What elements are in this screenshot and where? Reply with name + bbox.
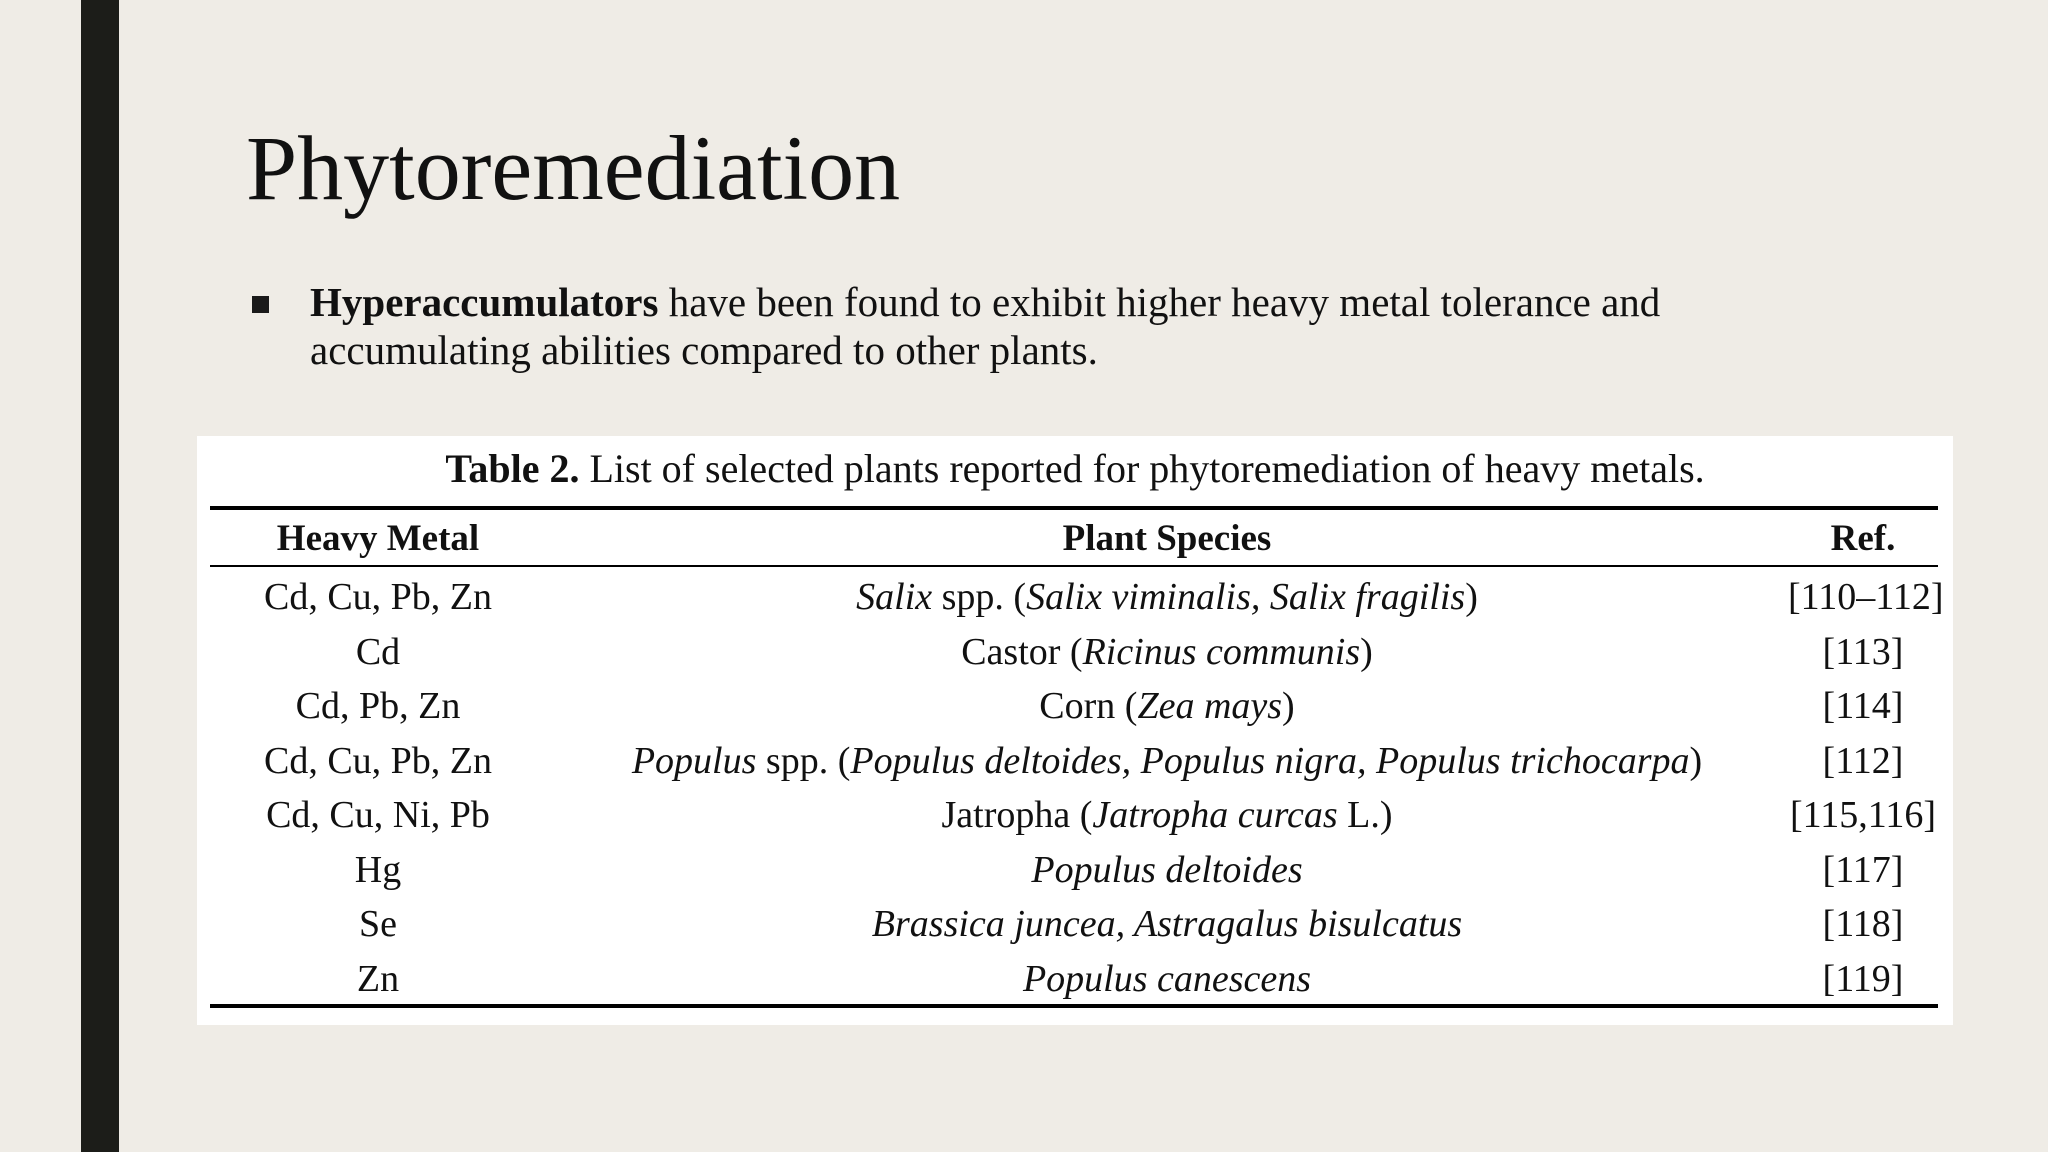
plant-name-text: Corn ( — [1039, 685, 1138, 727]
bullet-bold-term: Hyperaccumulators — [310, 279, 659, 325]
cell-heavy-metal: Se — [359, 903, 397, 945]
table-caption — [197, 436, 1953, 502]
plant-name-italic: Populus — [631, 739, 757, 782]
cell-heavy-metal: Cd, Cu, Pb, Zn — [263, 739, 493, 782]
plant-name-text: L.) — [1337, 794, 1393, 836]
plant-name-text: spp. ( — [756, 739, 851, 782]
table-header-rule — [210, 565, 1938, 567]
plant-name-text: ) — [1465, 576, 1478, 618]
plant-name-italic: Jatropha curcas — [1092, 794, 1338, 836]
table-caption-label: Table 2. — [445, 446, 580, 491]
plant-name-text: ) — [1689, 739, 1703, 782]
plant-name-text: Jatropha ( — [941, 794, 1093, 836]
cell-heavy-metal: Zn — [356, 957, 400, 1000]
plant-name-text: ) — [1360, 630, 1373, 673]
header-ref: Ref. — [1830, 518, 1896, 559]
cell-ref: [112] — [1822, 739, 1904, 782]
plant-name-italic: Zea mays — [1137, 685, 1283, 727]
cell-ref: [119] — [1822, 957, 1904, 1000]
table-top-rule — [210, 506, 1938, 510]
cell-ref: [117] — [1822, 848, 1904, 891]
cell-plant-species — [546, 897, 1788, 951]
header-plant-species: Plant Species — [1062, 518, 1272, 559]
plant-name-text: spp. ( — [932, 576, 1027, 618]
plants-table-panel — [197, 436, 1953, 1025]
plant-name-italic: Populus deltoides — [1031, 848, 1303, 891]
cell-heavy-metal: Cd, Cu, Pb, Zn — [263, 576, 493, 618]
plant-name-italic: Brassica juncea, Astragalus bisulcatus — [871, 903, 1463, 945]
bullet-point — [246, 278, 1806, 374]
table-caption-text: List of selected plants reported for phytoremediation of heavy metals. — [579, 446, 1705, 491]
table-row — [210, 843, 1938, 897]
table-row — [210, 570, 1944, 624]
table-row — [210, 788, 1938, 842]
table-row — [210, 625, 1938, 679]
slide-side-bar — [81, 0, 119, 1152]
cell-ref: [113] — [1822, 630, 1904, 673]
bullet-body-text: have been found to exhibit higher heavy metal tolerance and accumulating abilities compared to other plants. — [310, 279, 1661, 373]
plant-name-italic: Populus deltoides, Populus nigra, Populus trichocarpa — [850, 739, 1690, 782]
cell-heavy-metal: Hg — [354, 848, 402, 891]
cell-plant-species — [546, 570, 1788, 624]
cell-heavy-metal: Cd, Pb, Zn — [295, 685, 461, 727]
table-row — [210, 897, 1938, 951]
cell-plant-species — [546, 952, 1788, 1006]
cell-plant-species — [546, 843, 1788, 897]
cell-ref: [110–112] — [1788, 576, 1944, 618]
table-bottom-rule — [210, 1004, 1938, 1008]
cell-heavy-metal: Cd, Cu, Ni, Pb — [266, 794, 490, 836]
cell-plant-species — [546, 734, 1788, 788]
table-row — [210, 734, 1938, 788]
cell-ref: [118] — [1822, 903, 1904, 945]
plant-name-italic: Salix — [856, 576, 933, 618]
plant-name-text: Castor ( — [961, 630, 1083, 673]
table-row — [210, 679, 1938, 733]
header-heavy-metal: Heavy Metal — [276, 518, 480, 559]
plant-name-italic: Salix viminalis, Salix fragilis — [1026, 576, 1466, 618]
table-header-row — [210, 512, 1938, 566]
plant-name-italic: Populus canescens — [1022, 957, 1312, 1000]
slide-title: Phytoremediation — [246, 117, 901, 219]
cell-plant-species — [546, 625, 1788, 679]
cell-ref: [114] — [1822, 685, 1904, 727]
cell-plant-species — [546, 788, 1788, 842]
bullet-text — [310, 278, 1806, 374]
cell-ref: [115,116] — [1790, 794, 1936, 836]
table-row — [210, 952, 1938, 1006]
plant-name-italic: Ricinus communis — [1082, 630, 1361, 673]
square-bullet-icon — [252, 296, 269, 313]
cell-plant-species — [546, 679, 1788, 733]
plant-name-text: ) — [1282, 685, 1295, 727]
cell-heavy-metal: Cd — [355, 630, 401, 673]
